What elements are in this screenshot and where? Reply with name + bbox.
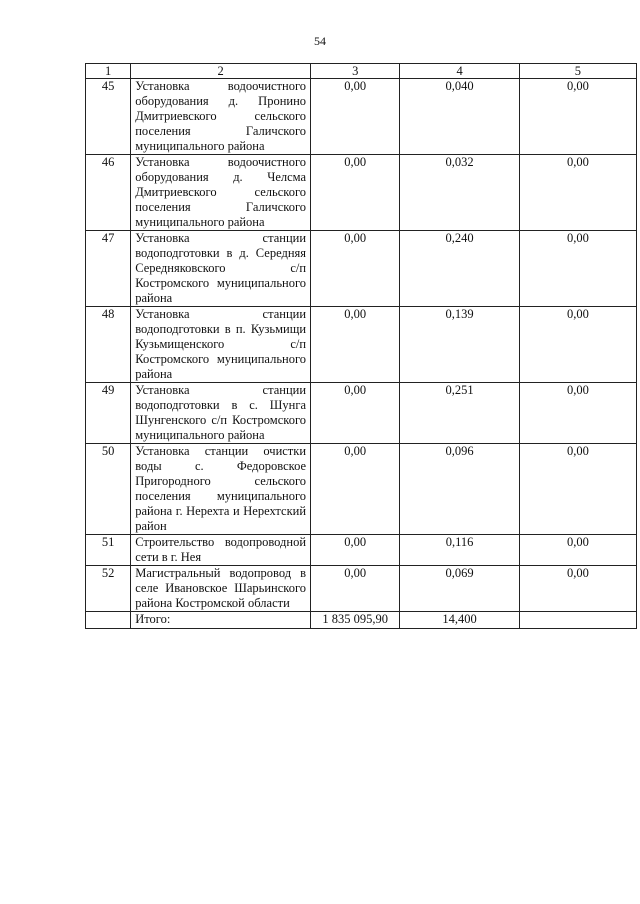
header-cell: 2 xyxy=(131,64,311,79)
description-cell: Магистральный водопровод в селе Ивановское Шарьинского района Костромской области xyxy=(131,566,311,612)
value-cell-5: 0,00 xyxy=(519,307,636,383)
value-cell-5: 0,00 xyxy=(519,566,636,612)
total-value-3: 1 835 095,90 xyxy=(311,612,400,629)
value-cell-4: 0,251 xyxy=(400,383,519,444)
table-row xyxy=(86,155,637,231)
empty-cell xyxy=(86,612,131,629)
value-cell-3: 0,00 xyxy=(311,307,400,383)
table-row xyxy=(86,535,637,566)
header-cell: 3 xyxy=(311,64,400,79)
row-number-cell: 51 xyxy=(86,535,131,566)
description-cell: Установка станции водоподготовки в п. Кузьмищи Кузьмищенского с/п Костромского муниципального района xyxy=(131,307,311,383)
table-row xyxy=(86,566,637,612)
table-row xyxy=(86,231,637,307)
page-number: 54 xyxy=(314,34,326,48)
value-cell-4: 0,069 xyxy=(400,566,519,612)
description-cell: Установка станции водоподготовки в д. Середняя Середняковского с/п Костромского муниципального района xyxy=(131,231,311,307)
description-cell: Строительство водопроводной сети в г. Нея xyxy=(131,535,311,566)
total-value-5 xyxy=(519,612,636,629)
table-row xyxy=(86,79,637,155)
value-cell-5: 0,00 xyxy=(519,79,636,155)
table-row xyxy=(86,383,637,444)
value-cell-3: 0,00 xyxy=(311,155,400,231)
value-cell-3: 0,00 xyxy=(311,535,400,566)
value-cell-3: 0,00 xyxy=(311,383,400,444)
total-row xyxy=(86,612,637,629)
row-number-cell: 46 xyxy=(86,155,131,231)
description-cell: Установка водоочистного оборудования д. Челсма Дмитриевского сельского поселения Галичского муниципального района xyxy=(131,155,311,231)
row-number-cell: 47 xyxy=(86,231,131,307)
description-cell: Установка станции очистки воды с. Федоровское Пригородного сельского поселения муниципального района г. Нерехта и Нерехтский район xyxy=(131,444,311,535)
row-number-cell: 49 xyxy=(86,383,131,444)
description-cell: Установка станции водоподготовки в с. Шунга Шунгенского с/п Костромского муниципального района xyxy=(131,383,311,444)
value-cell-5: 0,00 xyxy=(519,231,636,307)
value-cell-3: 0,00 xyxy=(311,444,400,535)
table-row xyxy=(86,307,637,383)
value-cell-5: 0,00 xyxy=(519,155,636,231)
value-cell-5: 0,00 xyxy=(519,444,636,535)
row-number-cell: 45 xyxy=(86,79,131,155)
value-cell-4: 0,116 xyxy=(400,535,519,566)
description-cell: Установка водоочистного оборудования д. Пронино Дмитриевского сельского поселения Галичского муниципального района xyxy=(131,79,311,155)
value-cell-3: 0,00 xyxy=(311,231,400,307)
value-cell-5: 0,00 xyxy=(519,383,636,444)
header-cell: 4 xyxy=(400,64,519,79)
value-cell-5: 0,00 xyxy=(519,535,636,566)
value-cell-4: 0,139 xyxy=(400,307,519,383)
value-cell-3: 0,00 xyxy=(311,566,400,612)
value-cell-4: 0,032 xyxy=(400,155,519,231)
row-number-cell: 48 xyxy=(86,307,131,383)
row-number-cell: 50 xyxy=(86,444,131,535)
value-cell-4: 0,040 xyxy=(400,79,519,155)
header-cell: 5 xyxy=(519,64,636,79)
value-cell-3: 0,00 xyxy=(311,79,400,155)
value-cell-4: 0,096 xyxy=(400,444,519,535)
table-row xyxy=(86,444,637,535)
value-cell-4: 0,240 xyxy=(400,231,519,307)
data-table xyxy=(85,63,637,629)
header-cell: 1 xyxy=(86,64,131,79)
total-value-4: 14,400 xyxy=(400,612,519,629)
table-header-row xyxy=(86,64,637,79)
row-number-cell: 52 xyxy=(86,566,131,612)
total-label: Итого: xyxy=(131,612,311,629)
